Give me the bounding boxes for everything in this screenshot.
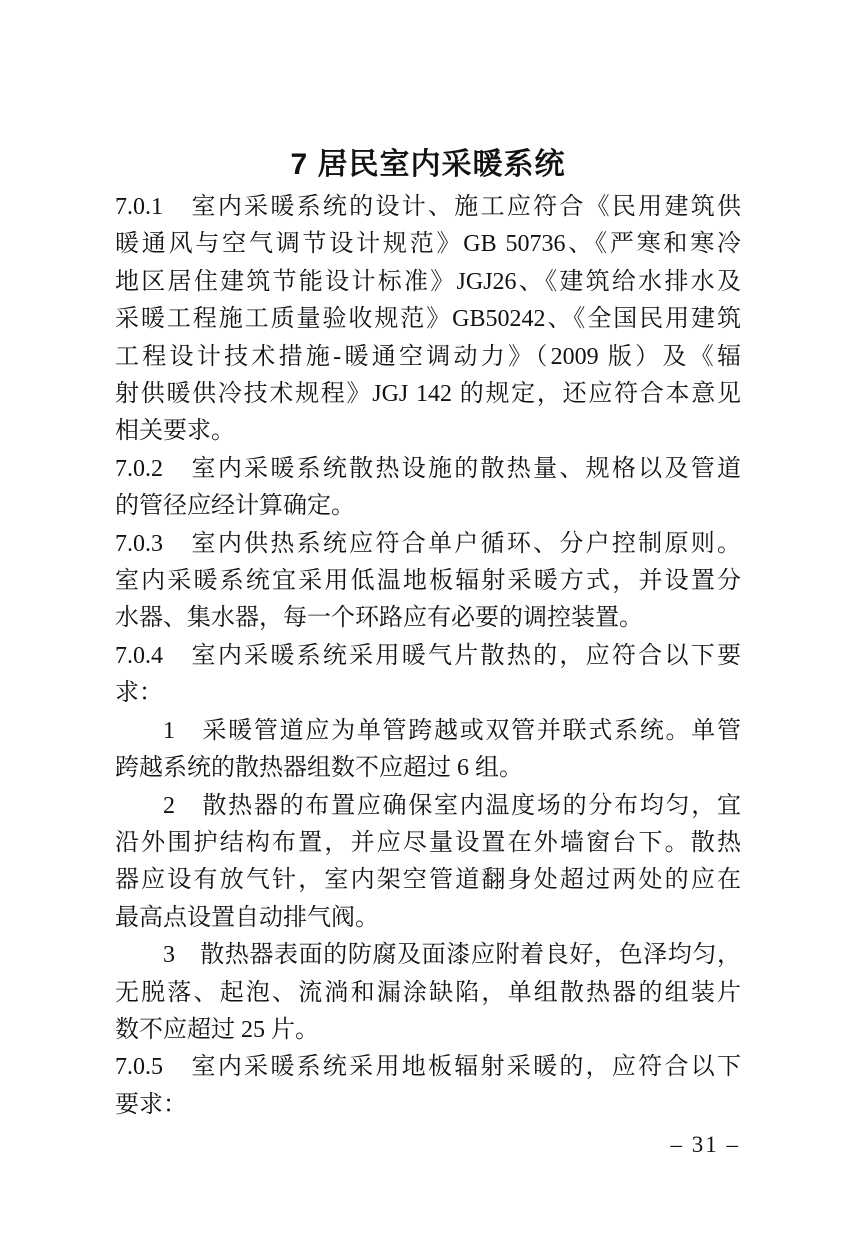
text-line: 1 采暖管道应为单管跨越或双管并联式系统。单管 [163, 717, 741, 744]
text-line: 暖通风与空气调节设计规范》GB 50736、《严寒和寒冷 [115, 231, 741, 258]
text-line: 无脱落、起泡、流淌和漏涂缺陷，单组散热器的组装片 [115, 979, 741, 1006]
text-line: 2 散热器的布置应确保室内温度场的分布均匀，宜 [163, 792, 741, 819]
text-line: 数不应超过 25 片。 [115, 1016, 319, 1043]
text-line: 7.0.3 室内供热系统应符合单户循环、分户控制原则。 [115, 530, 741, 557]
text-line: 跨越系统的散热器组数不应超过 6 组。 [115, 755, 523, 782]
text-line: 相关要求。 [115, 418, 235, 445]
text-line: 采暖工程施工质量验收规范》GB50242、《全国民用建筑 [115, 306, 741, 333]
text-line: 7.0.5 室内采暖系统采用地板辐射采暖的，应符合以下 [115, 1054, 741, 1081]
text-line: 求： [115, 680, 163, 707]
text-line: 射供暖供冷技术规程》JGJ 142 的规定，还应符合本意见 [115, 381, 741, 408]
text-line: 要求： [115, 1091, 187, 1118]
text-line: 器应设有放气针，室内架空管道翻身处超过两处的应在 [115, 867, 741, 894]
body-text [115, 189, 741, 1124]
text-line: 工程设计技术措施-暖通空调动力》（2009 版）及《辐 [115, 343, 741, 370]
section-title: 7 居民室内采暖系统 [290, 148, 566, 181]
text-line: 水器、集水器，每一个环路应有必要的调控装置。 [115, 605, 643, 632]
text-line: 7.0.1 室内采暖系统的设计、施工应符合《民用建筑供 [115, 194, 741, 220]
text-line: 最高点设置自动排气阀。 [115, 904, 379, 931]
text-line: 3 散热器表面的防腐及面漆应附着良好，色泽均匀， [163, 942, 741, 969]
page-number: – 31 – [670, 1132, 740, 1157]
text-line: 室内采暖系统宜采用低温地板辐射采暖方式，并设置分 [115, 568, 741, 595]
text-line: 地区居住建筑节能设计标准》JGJ26、《建筑给水排水及 [115, 268, 741, 295]
text-line: 7.0.4 室内采暖系统采用暖气片散热的，应符合以下要 [115, 642, 741, 669]
text-line: 的管径应经计算确定。 [115, 493, 355, 520]
text-column [115, 146, 741, 1124]
text-line: 沿外围护结构布置，并应尽量设置在外墙窗台下。散热 [115, 829, 741, 856]
text-line: 7.0.2 室内采暖系统散热设施的散热量、规格以及管道 [115, 455, 741, 482]
